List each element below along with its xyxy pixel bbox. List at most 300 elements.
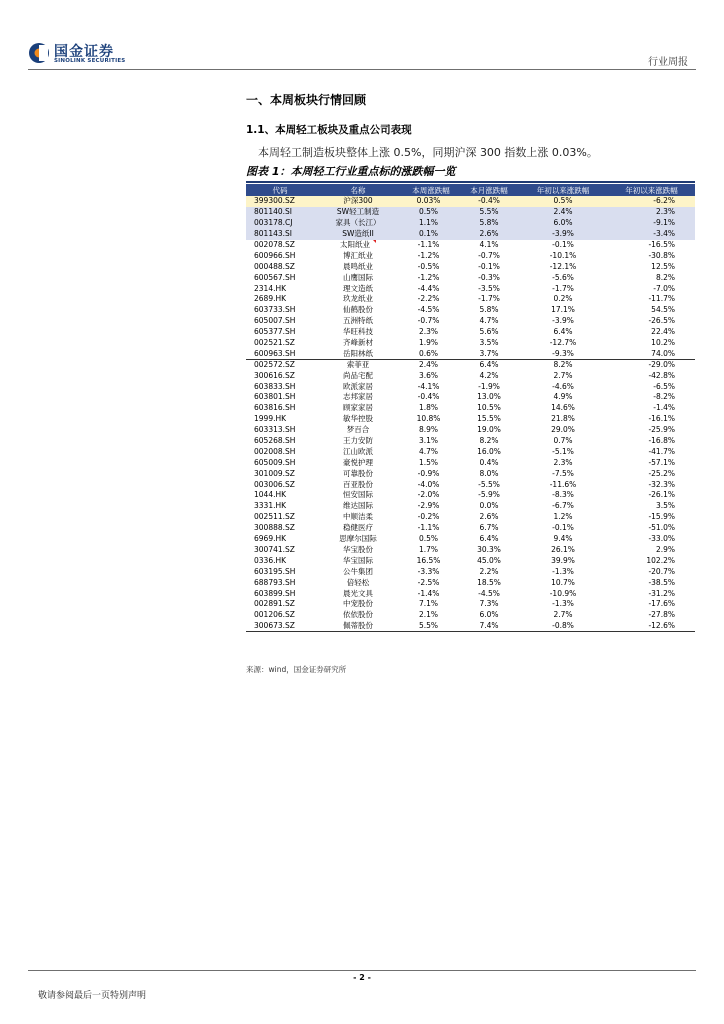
table-cell: -3.4%: [608, 229, 695, 240]
table-row: [246, 599, 695, 610]
table-cell: -29.0%: [608, 359, 695, 370]
table-cell: 801143.SI: [246, 229, 314, 240]
table-cell: 102.2%: [646, 555, 675, 565]
table-cell: 0.03%: [402, 196, 460, 207]
table-cell: -3.3%: [417, 566, 440, 576]
table-cell: 4.9%: [553, 392, 573, 402]
table-cell: -1.1%: [417, 523, 440, 533]
table-cell: 10.8%: [416, 414, 441, 424]
table-cell: -0.5%: [417, 261, 440, 271]
table-cell: -8.2%: [653, 392, 675, 402]
table-cell: 0.0%: [479, 501, 499, 511]
table-cell: 中宠股份: [343, 599, 373, 609]
table-cell: 605009.SH: [254, 457, 296, 467]
table-row: [246, 545, 695, 556]
table-cell: 2.9%: [655, 544, 675, 554]
table-cell: 002572.SZ: [246, 359, 314, 370]
table-cell: -6.2%: [608, 196, 695, 207]
logo-chinese-name: 国金证券: [54, 44, 114, 60]
page-number: - 2 -: [353, 973, 371, 982]
table-cell: -12.1%: [549, 261, 577, 271]
table-cell: 5.5%: [402, 621, 460, 632]
table-cell: 17.1%: [551, 305, 575, 315]
table-cell: -4.1%: [417, 381, 440, 391]
table-cell: 600966.SH: [254, 250, 296, 260]
table-cell: -20.7%: [648, 566, 675, 576]
table-cell: 5.8%: [479, 305, 499, 315]
table-cell: 博汇纸业: [343, 250, 373, 260]
table-row: [246, 479, 695, 490]
table-cell: -4.4%: [417, 283, 440, 293]
table-cell: 山鹰国际: [343, 272, 373, 282]
table-cell: -0.1%: [478, 261, 500, 271]
table-row: [246, 207, 695, 218]
table-cell: 002891.SZ: [254, 599, 295, 609]
table-row: [246, 588, 695, 599]
table-cell: 605377.SH: [254, 327, 296, 337]
table-cell: 603733.SH: [254, 305, 296, 315]
column-header: 本周涨跌幅: [402, 184, 460, 196]
table-cell: 801140.SI: [246, 207, 314, 218]
table-row: [246, 229, 695, 240]
column-header: 名称: [314, 184, 402, 196]
table-cell: 39.9%: [551, 555, 575, 565]
table-cell: 600567.SH: [254, 272, 296, 282]
table-cell: 2.7%: [553, 610, 573, 620]
table-cell: 2.3%: [418, 327, 439, 337]
table-cell: 8.9%: [418, 425, 439, 435]
table-cell: 江山欧派: [343, 446, 373, 456]
table-cell: 2.7%: [553, 370, 573, 380]
table-cell: -1.9%: [478, 381, 500, 391]
table-cell: 30.3%: [477, 544, 501, 554]
table-cell: 13.0%: [477, 392, 501, 402]
table-row: [246, 555, 695, 566]
table-cell: SW造纸II: [314, 229, 402, 240]
table-row: [246, 272, 695, 283]
table-cell: 300741.SZ: [254, 544, 295, 554]
source-note: 来源：wind，国金证券研究所: [246, 665, 347, 674]
table-cell: -25.2%: [648, 468, 675, 478]
table-cell: 5.6%: [479, 327, 499, 337]
table-cell: 6.4%: [553, 327, 573, 337]
table-cell: -3.9%: [518, 229, 608, 240]
table-cell: 29.0%: [551, 425, 575, 435]
table-row: [246, 523, 695, 534]
table-cell: -5.5%: [478, 479, 500, 489]
table-cell: 603899.SH: [254, 588, 296, 598]
table-cell: 1.9%: [418, 338, 439, 348]
table-cell: -0.9%: [417, 468, 440, 478]
table-cell: -0.7%: [417, 316, 440, 326]
table-cell: 5.8%: [460, 218, 518, 229]
table-cell: 1.2%: [553, 512, 573, 522]
table-cell: 0.5%: [418, 534, 439, 544]
table-row: [246, 305, 695, 316]
table-cell: 1999.HK: [254, 414, 287, 424]
table-cell: -11.7%: [648, 294, 675, 304]
table-cell: 中顺洁柔: [343, 512, 373, 522]
table-cell: 0.2%: [553, 294, 573, 304]
table-cell: 7.1%: [418, 599, 439, 609]
table-cell: 3.5%: [479, 338, 499, 348]
table-cell: 晨光文具: [343, 588, 373, 598]
table-cell: 3.6%: [418, 370, 439, 380]
table-cell: -0.4%: [460, 196, 518, 207]
table-cell: 003006.SZ: [254, 479, 295, 489]
table-cell: 2.1%: [418, 610, 439, 620]
table-cell: -30.8%: [648, 250, 675, 260]
table-cell: 华宝股份: [343, 544, 373, 554]
page-header: [28, 42, 696, 68]
table-cell: 16.0%: [477, 446, 501, 456]
table-row: [246, 501, 695, 512]
table-cell: -1.4%: [417, 588, 440, 598]
table-cell: 3.5%: [655, 501, 675, 511]
table-row: [246, 392, 695, 403]
table-cell: 14.6%: [551, 403, 575, 413]
table-row: [246, 348, 695, 359]
table-cell: 家具（长江）: [314, 218, 402, 229]
table-cell: 可靠股份: [343, 468, 373, 478]
table-cell: -9.3%: [552, 348, 574, 358]
table-cell: -0.3%: [478, 272, 500, 282]
table-cell: -0.7%: [478, 250, 500, 260]
table-cell: -0.1%: [552, 240, 574, 249]
table-cell: 0.1%: [402, 229, 460, 240]
table-row: [246, 414, 695, 425]
subsection-heading: 1.1、本周轻工板块及重点公司表现: [246, 124, 412, 136]
table-cell: -2.0%: [417, 490, 440, 500]
table-cell: -1.1%: [417, 240, 440, 249]
header-divider: [28, 69, 696, 70]
table-cell: 300673.SZ: [246, 621, 314, 632]
table-row: [246, 566, 695, 577]
table-cell: 5.5%: [460, 207, 518, 218]
table-cell: -33.0%: [648, 534, 675, 544]
table-row: [246, 327, 695, 338]
table-cell: 10.5%: [477, 403, 501, 413]
column-header: 年初以来涨跌幅: [608, 184, 695, 196]
table-cell: 齐峰新材: [343, 338, 373, 348]
table-cell: -42.8%: [648, 370, 675, 380]
table-cell: 太阳纸业: [314, 240, 402, 251]
table-cell: 10.7%: [551, 577, 575, 587]
table-cell: 1.5%: [418, 457, 439, 467]
table-cell: 玖龙纸业: [343, 294, 373, 304]
table-cell: -2.9%: [417, 501, 440, 511]
table-cell: 603195.SH: [254, 566, 296, 576]
table-cell: -5.1%: [552, 446, 574, 456]
table-cell: 仙鹤股份: [343, 305, 373, 315]
table-cell: 1044.HK: [254, 490, 287, 500]
table-cell: 603833.SH: [254, 381, 296, 391]
table-cell: 岳阳林纸: [343, 348, 373, 358]
table-cell: 002008.SH: [254, 446, 296, 456]
table-cell: 15.5%: [477, 414, 501, 424]
table-cell: 8.2%: [655, 272, 675, 282]
table-cell: -8.3%: [552, 490, 574, 500]
table-cell: -2.2%: [417, 294, 440, 304]
table-cell: 佩蒂股份: [314, 621, 402, 632]
table-row: [246, 490, 695, 501]
table-cell: -6.5%: [653, 381, 675, 391]
table-cell: 2.6%: [460, 229, 518, 240]
figure-title-rule: [246, 181, 695, 183]
table-cell: 4.7%: [418, 446, 439, 456]
table-cell: 2.4%: [518, 207, 608, 218]
table-cell: 欧派家居: [343, 381, 373, 391]
table-cell: -26.5%: [648, 316, 675, 326]
section-heading: 一、本周板块行情回顾: [246, 93, 367, 107]
table-cell: 2.2%: [479, 566, 499, 576]
performance-table: [246, 184, 695, 632]
table-cell: -5.9%: [478, 490, 500, 500]
table-row: [246, 425, 695, 436]
table-cell: 晨鸣纸业: [343, 261, 373, 271]
table-cell: 2314.HK: [254, 283, 287, 293]
table-cell: 顾家家居: [343, 403, 373, 413]
table-header-row: [246, 184, 695, 196]
table-cell: 74.0%: [651, 348, 675, 358]
table-cell: 五洲特纸: [343, 316, 373, 326]
table-cell: -0.8%: [518, 621, 608, 632]
table-cell: 3.1%: [418, 436, 439, 446]
table-cell: 605007.SH: [254, 316, 296, 326]
table-cell: -3.9%: [552, 316, 574, 326]
table-row: [246, 468, 695, 479]
table-cell: 稳健医疗: [343, 523, 373, 533]
table-cell: 002511.SZ: [254, 512, 295, 522]
table-cell: -31.2%: [648, 588, 675, 598]
table-cell: 0.5%: [402, 207, 460, 218]
figure-title: 图表 1：本周轻工行业重点标的涨跌幅一览: [246, 165, 456, 178]
table-cell: 300616.SZ: [254, 370, 295, 380]
table-cell: -1.2%: [417, 250, 440, 260]
table-cell: 2.3%: [608, 207, 695, 218]
table-cell: 600963.SH: [254, 348, 296, 358]
table-cell: -11.6%: [549, 479, 577, 489]
table-cell: 梦百合: [346, 425, 370, 435]
table-cell: 敏华控股: [343, 414, 373, 424]
table-cell: -57.1%: [648, 457, 675, 467]
table-cell: -7.5%: [552, 468, 574, 478]
table-cell: 4.2%: [479, 370, 499, 380]
table-cell: -1.2%: [417, 272, 440, 282]
table-cell: 4.7%: [479, 316, 499, 326]
table-cell: 志邦家居: [343, 392, 373, 402]
table-cell: 10.2%: [651, 338, 675, 348]
table-cell: 001206.SZ: [254, 610, 295, 620]
table-cell: 王力安防: [343, 436, 373, 446]
column-header: 年初以来涨跌幅: [518, 184, 608, 196]
table-row: [246, 316, 695, 327]
table-cell: -0.4%: [417, 392, 440, 402]
table-cell: 0336.HK: [254, 555, 287, 565]
table-cell: 0.7%: [553, 436, 573, 446]
table-row: [246, 446, 695, 457]
table-cell: 3331.HK: [254, 501, 287, 511]
table-cell: 8.0%: [479, 468, 499, 478]
table-cell: -4.6%: [552, 381, 574, 391]
table-row: [246, 250, 695, 261]
table-cell: -16.5%: [648, 240, 675, 249]
table-row: [246, 621, 695, 632]
table-row: [246, 370, 695, 381]
table-cell: 002078.SZ: [254, 240, 295, 249]
table-cell: 605268.SH: [254, 436, 296, 446]
table-cell: 7.3%: [479, 599, 499, 609]
disclaimer-note: 敬请参阅最后一页特别声明: [38, 991, 147, 1001]
table-cell: 2.4%: [402, 359, 460, 370]
table-row: [246, 534, 695, 545]
table-cell: 000488.SZ: [254, 261, 295, 271]
table-row: [246, 457, 695, 468]
table-cell: 4.1%: [479, 240, 499, 249]
table-cell: 21.8%: [551, 414, 575, 424]
footer-divider: [28, 970, 696, 971]
table-cell: 300888.SZ: [254, 523, 295, 533]
table-cell: 6969.HK: [254, 534, 287, 544]
table-cell: 6.4%: [460, 359, 518, 370]
table-cell: 1.7%: [418, 544, 439, 554]
table-row: [246, 218, 695, 229]
table-cell: -1.7%: [478, 294, 500, 304]
table-cell: -2.5%: [417, 577, 440, 587]
table-cell: 0.6%: [418, 348, 439, 358]
table-cell: 6.0%: [479, 610, 499, 620]
table-cell: 16.5%: [416, 555, 441, 565]
table-cell: 2.3%: [553, 457, 573, 467]
table-cell: 思摩尔国际: [339, 534, 377, 544]
table-cell: 45.0%: [477, 555, 501, 565]
table-cell: SW轻工制造: [314, 207, 402, 218]
table-row: [246, 512, 695, 523]
table-row: [246, 196, 695, 207]
table-cell: -0.1%: [552, 523, 574, 533]
table-cell: 6.0%: [518, 218, 608, 229]
table-cell: 301009.SZ: [254, 468, 295, 478]
summary-paragraph: 本周轻工制造板块整体上涨 0.5%，同期沪深 300 指数上涨 0.03%。: [258, 146, 598, 159]
table-cell: 7.4%: [460, 621, 518, 632]
table-cell: 1.1%: [402, 218, 460, 229]
table-cell: -25.9%: [648, 425, 675, 435]
table-cell: 维达国际: [343, 501, 373, 511]
report-type-label: 行业周报: [648, 57, 688, 68]
table-cell: -12.6%: [608, 621, 695, 632]
table-cell: -6.7%: [552, 501, 574, 511]
table-cell: -12.7%: [549, 338, 577, 348]
table-cell: 2.6%: [479, 512, 499, 522]
table-cell: -26.1%: [648, 490, 675, 500]
table-cell: 18.5%: [477, 577, 501, 587]
table-cell: 9.4%: [553, 534, 573, 544]
table-cell: 26.1%: [551, 544, 575, 554]
table-row: [246, 359, 695, 370]
table-cell: 688793.SH: [254, 577, 296, 587]
table-cell: 54.5%: [651, 305, 675, 315]
table-cell: -5.6%: [552, 272, 574, 282]
table-row: [246, 381, 695, 392]
table-cell: 依依股份: [343, 610, 373, 620]
table-row: [246, 436, 695, 447]
comment-marker-icon: [373, 240, 376, 243]
logo-english-name: SINOLINK SECURITIES: [54, 58, 126, 64]
table-cell: -3.5%: [478, 283, 500, 293]
table-cell: 603801.SH: [254, 392, 296, 402]
table-cell: -4.0%: [417, 479, 440, 489]
table-cell: -16.8%: [648, 436, 675, 446]
table-cell: -1.7%: [552, 283, 574, 293]
table-cell: 1.8%: [418, 403, 439, 413]
table-cell: 19.0%: [477, 425, 501, 435]
table-cell: 3.7%: [479, 348, 499, 358]
table-cell: 理文造纸: [343, 283, 373, 293]
table-cell: 恒安国际: [343, 490, 373, 500]
table-cell: -15.9%: [648, 512, 675, 522]
table-cell: -32.3%: [648, 479, 675, 489]
sinolink-logo-icon: [28, 42, 50, 64]
table-cell: -27.8%: [648, 610, 675, 620]
table-row: [246, 577, 695, 588]
table-cell: 索菲亚: [314, 359, 402, 370]
table-cell: -1.3%: [552, 599, 574, 609]
table-cell: -4.5%: [478, 588, 500, 598]
table-cell: 2689.HK: [254, 294, 287, 304]
table-cell: 603816.SH: [254, 403, 296, 413]
table-cell: 12.5%: [651, 261, 675, 271]
table-cell: -51.0%: [648, 523, 675, 533]
table-cell: -38.5%: [648, 577, 675, 587]
table-cell: -16.1%: [648, 414, 675, 424]
table-cell: -10.1%: [549, 250, 577, 260]
table-cell: 百亚股份: [343, 479, 373, 489]
table-cell: 6.7%: [479, 523, 499, 533]
table-cell: 603313.SH: [254, 425, 296, 435]
table-cell: -0.2%: [417, 512, 440, 522]
table-cell: 0.4%: [479, 457, 499, 467]
table-cell: 豪悦护理: [343, 457, 373, 467]
table-cell: -4.5%: [417, 305, 440, 315]
table-cell: -1.3%: [552, 566, 574, 576]
table-row: [246, 338, 695, 349]
table-cell: -17.6%: [648, 599, 675, 609]
table-row: [246, 294, 695, 305]
table-cell: 尚品宅配: [343, 370, 373, 380]
table-row: [246, 283, 695, 294]
table-cell: 8.2%: [518, 359, 608, 370]
table-cell: -7.0%: [653, 283, 675, 293]
table-cell: 沪深300: [314, 196, 402, 207]
table-cell: 003178.CJ: [246, 218, 314, 229]
column-header: 代码: [246, 184, 314, 196]
column-header: 本月涨跌幅: [460, 184, 518, 196]
table-cell: 8.2%: [479, 436, 499, 446]
table-cell: 公牛集团: [343, 566, 373, 576]
table-cell: 华宝国际: [343, 555, 373, 565]
table-cell: -1.4%: [653, 403, 675, 413]
table-cell: -10.9%: [549, 588, 577, 598]
table-cell: 399300.SZ: [246, 196, 314, 207]
table-cell: 22.4%: [651, 327, 675, 337]
table-cell: -9.1%: [608, 218, 695, 229]
table-cell: 002521.SZ: [254, 338, 295, 348]
table-row: [246, 403, 695, 414]
table-row: [246, 261, 695, 272]
table-row: [246, 610, 695, 621]
table-cell: 华旺科技: [343, 327, 373, 337]
table-cell: -41.7%: [648, 446, 675, 456]
